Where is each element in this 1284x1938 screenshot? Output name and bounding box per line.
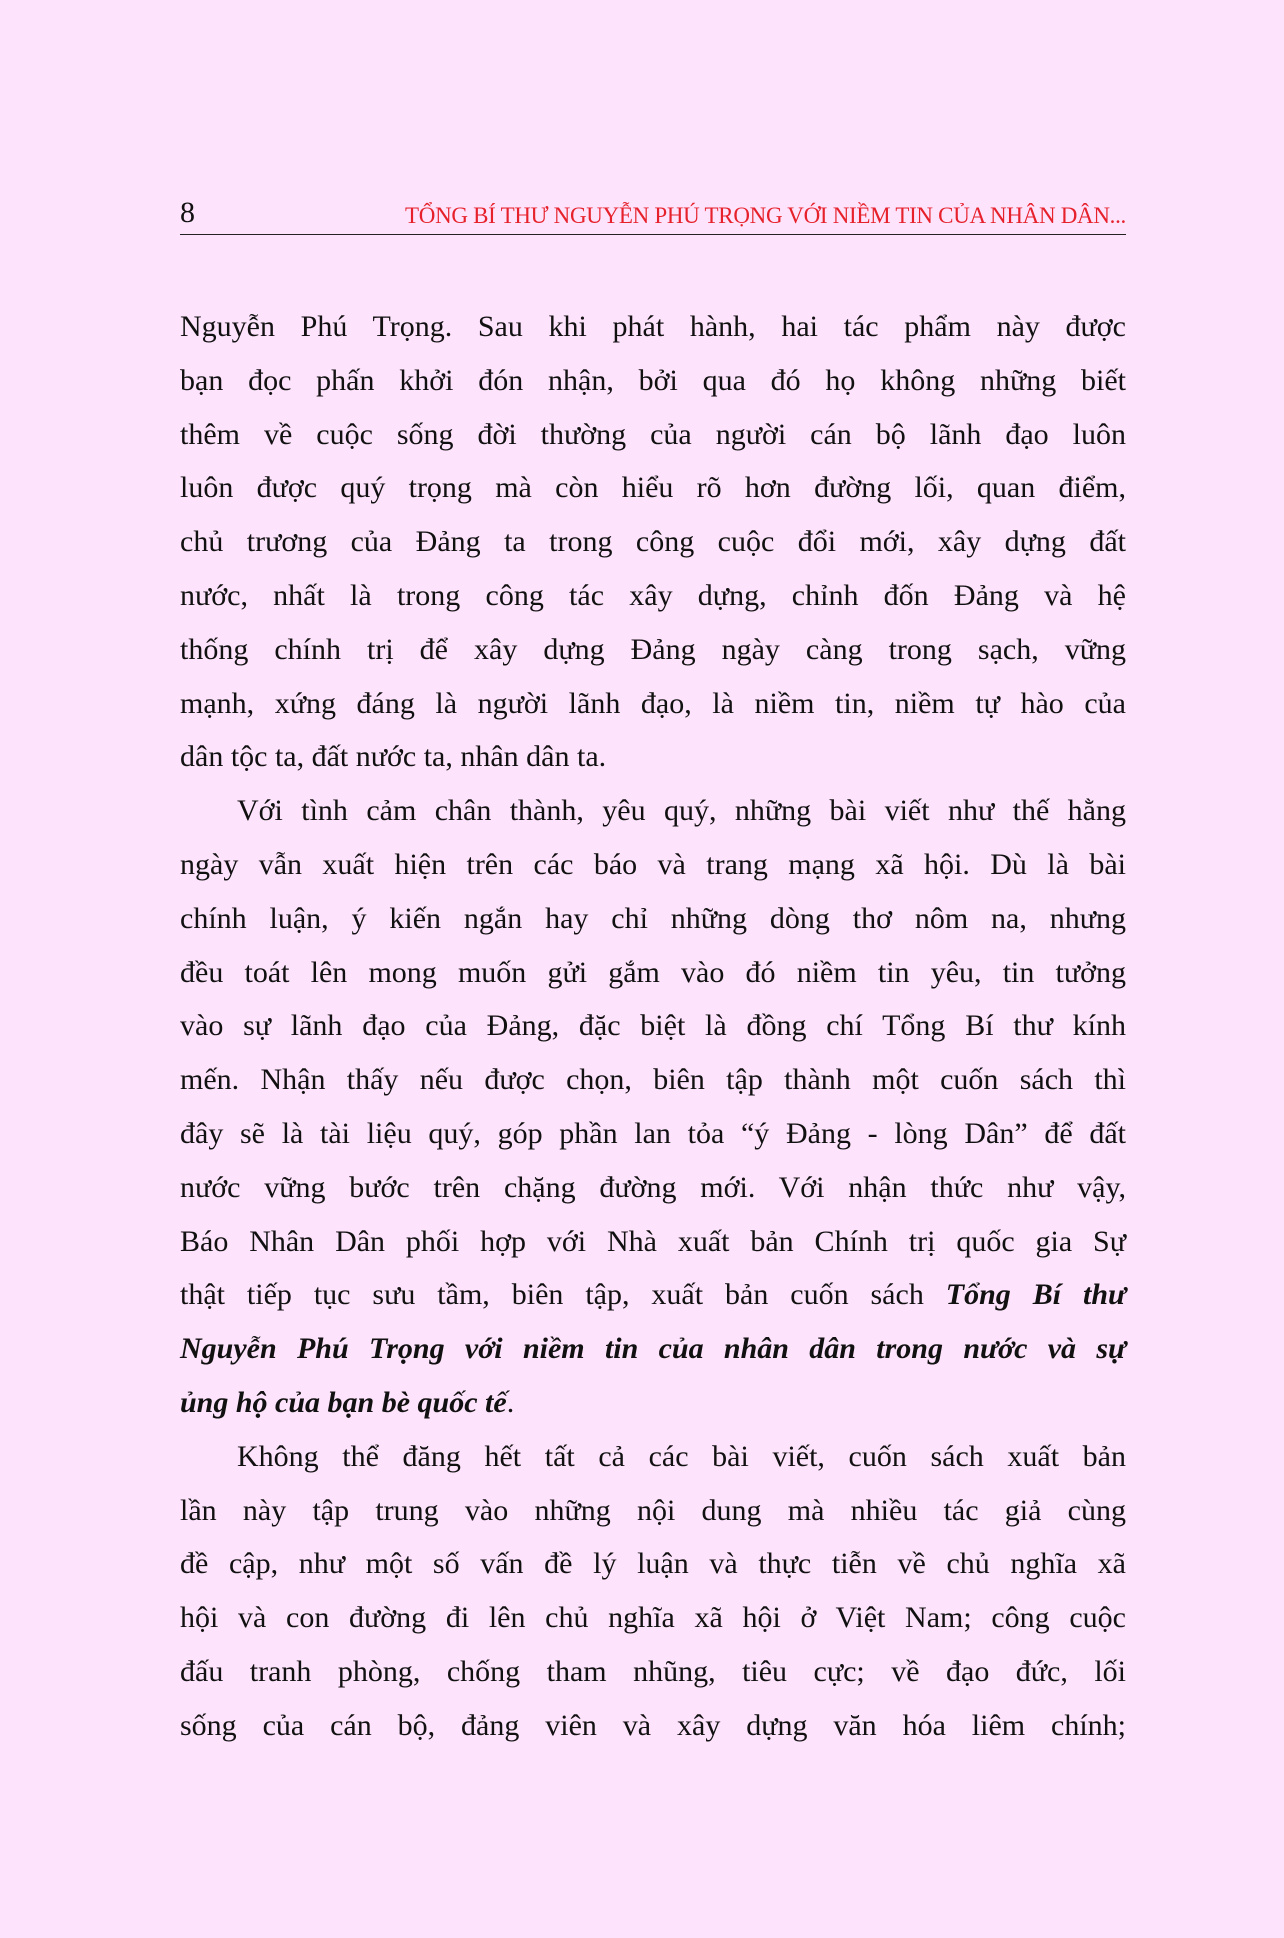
text-line bbox=[180, 730, 1126, 784]
text-line bbox=[180, 461, 1126, 515]
book-title-text: Tổng Bí thư bbox=[945, 1278, 1126, 1312]
text-line bbox=[180, 1484, 1126, 1538]
text-segment: luôn được quý trọng mà còn hiểu rõ hơn đường lối, quan điểm, bbox=[180, 471, 1126, 505]
text-line bbox=[180, 892, 1126, 946]
text-line bbox=[180, 1053, 1126, 1107]
text-segment: mạnh, xứng đáng là người lãnh đạo, là niềm tin, niềm tự hào của bbox=[180, 686, 1126, 720]
text-line bbox=[180, 300, 1126, 354]
text-line bbox=[180, 408, 1126, 462]
text-segment: chính luận, ý kiến ngắn hay chỉ những dòng thơ nôm na, nhưng bbox=[180, 901, 1126, 935]
text-segment: sống của cán bộ, đảng viên và xây dựng văn hóa liêm chính; bbox=[180, 1708, 1126, 1742]
text-line bbox=[180, 999, 1126, 1053]
book-title-text: ủng hộ của bạn bè quốc tế bbox=[180, 1385, 507, 1419]
text-line bbox=[180, 569, 1126, 623]
text-segment: thống chính trị để xây dựng Đảng ngày càng trong sạch, vững bbox=[180, 632, 1126, 666]
text-segment: lần này tập trung vào những nội dung mà nhiều tác giả cùng bbox=[180, 1493, 1126, 1527]
text-line bbox=[180, 677, 1126, 731]
running-title: TỔNG BÍ THƯ NGUYỄN PHÚ TRỌNG VỚI NIỀM TIN CỦA NHÂN DÂN... bbox=[405, 203, 1126, 228]
text-segment: hội và con đường đi lên chủ nghĩa xã hội ở Việt Nam; công cuộc bbox=[180, 1601, 1126, 1635]
text-line bbox=[180, 1376, 1126, 1430]
text-segment: đề cập, như một số vấn đề lý luận và thực tiễn về chủ nghĩa xã bbox=[180, 1547, 1126, 1581]
page-number: 8 bbox=[180, 196, 195, 229]
text-segment: mến. Nhận thấy nếu được chọn, biên tập thành một cuốn sách thì bbox=[180, 1063, 1126, 1097]
text-line bbox=[180, 838, 1126, 892]
text-line bbox=[180, 354, 1126, 408]
text-segment: chủ trương của Đảng ta trong công cuộc đổi mới, xây dựng đất bbox=[180, 525, 1126, 559]
text-line bbox=[180, 1268, 1126, 1322]
text-segment: Báo Nhân Dân phối hợp với Nhà xuất bản Chính trị quốc gia Sự bbox=[180, 1224, 1126, 1258]
text-segment: đây sẽ là tài liệu quý, góp phần lan tỏa “ý Đảng - lòng Dân” để đất bbox=[180, 1116, 1126, 1150]
text-line bbox=[180, 1537, 1126, 1591]
text-segment: ngày vẫn xuất hiện trên các báo và trang mạng xã hội. Dù là bài bbox=[180, 847, 1126, 881]
text-line bbox=[180, 1645, 1126, 1699]
text-segment: Nguyễn Phú Trọng. Sau khi phát hành, hai tác phẩm này được bbox=[180, 310, 1126, 343]
text-line bbox=[180, 1161, 1126, 1215]
text-segment: đấu tranh phòng, chống tham nhũng, tiêu cực; về đạo đức, lối bbox=[180, 1654, 1126, 1688]
text-segment: nước vững bước trên chặng đường mới. Với nhận thức như vậy, bbox=[180, 1170, 1126, 1204]
text-line bbox=[180, 784, 1126, 838]
text-segment: thêm về cuộc sống đời thường của người cán bộ lãnh đạo luôn bbox=[180, 417, 1126, 451]
text-segment: thật tiếp tục sưu tầm, biên tập, xuất bản cuốn sách bbox=[180, 1278, 946, 1312]
text-segment: Với tình cảm chân thành, yêu quý, những bài viết như thế hằng bbox=[237, 794, 1126, 828]
text-line bbox=[180, 1591, 1126, 1645]
text-segment: Không thể đăng hết tất cả các bài viết, cuốn sách xuất bản bbox=[237, 1439, 1126, 1473]
body-text bbox=[180, 300, 1126, 1753]
text-line bbox=[180, 515, 1126, 569]
text-line bbox=[180, 1430, 1126, 1484]
book-title-text: Nguyễn Phú Trọng với niềm tin của nhân dân trong nước và sự bbox=[180, 1332, 1126, 1366]
text-line bbox=[180, 946, 1126, 1000]
text-segment: nước, nhất là trong công tác xây dựng, chỉnh đốn Đảng và hệ bbox=[180, 578, 1126, 612]
text-line bbox=[180, 1699, 1126, 1753]
text-line bbox=[180, 1322, 1126, 1376]
text-segment: vào sự lãnh đạo của Đảng, đặc biệt là đồng chí Tổng Bí thư kính bbox=[180, 1009, 1126, 1043]
text-segment: . bbox=[506, 1385, 515, 1419]
text-segment: dân tộc ta, đất nước ta, nhân dân ta. bbox=[180, 740, 607, 774]
text-line bbox=[180, 1107, 1126, 1161]
text-line bbox=[180, 623, 1126, 677]
text-segment: bạn đọc phấn khởi đón nhận, bởi qua đó họ không những biết bbox=[180, 363, 1126, 397]
text-segment: đều toát lên mong muốn gửi gắm vào đó niềm tin yêu, tin tưởng bbox=[180, 955, 1126, 989]
text-line bbox=[180, 1215, 1126, 1269]
page-header bbox=[180, 196, 1126, 235]
